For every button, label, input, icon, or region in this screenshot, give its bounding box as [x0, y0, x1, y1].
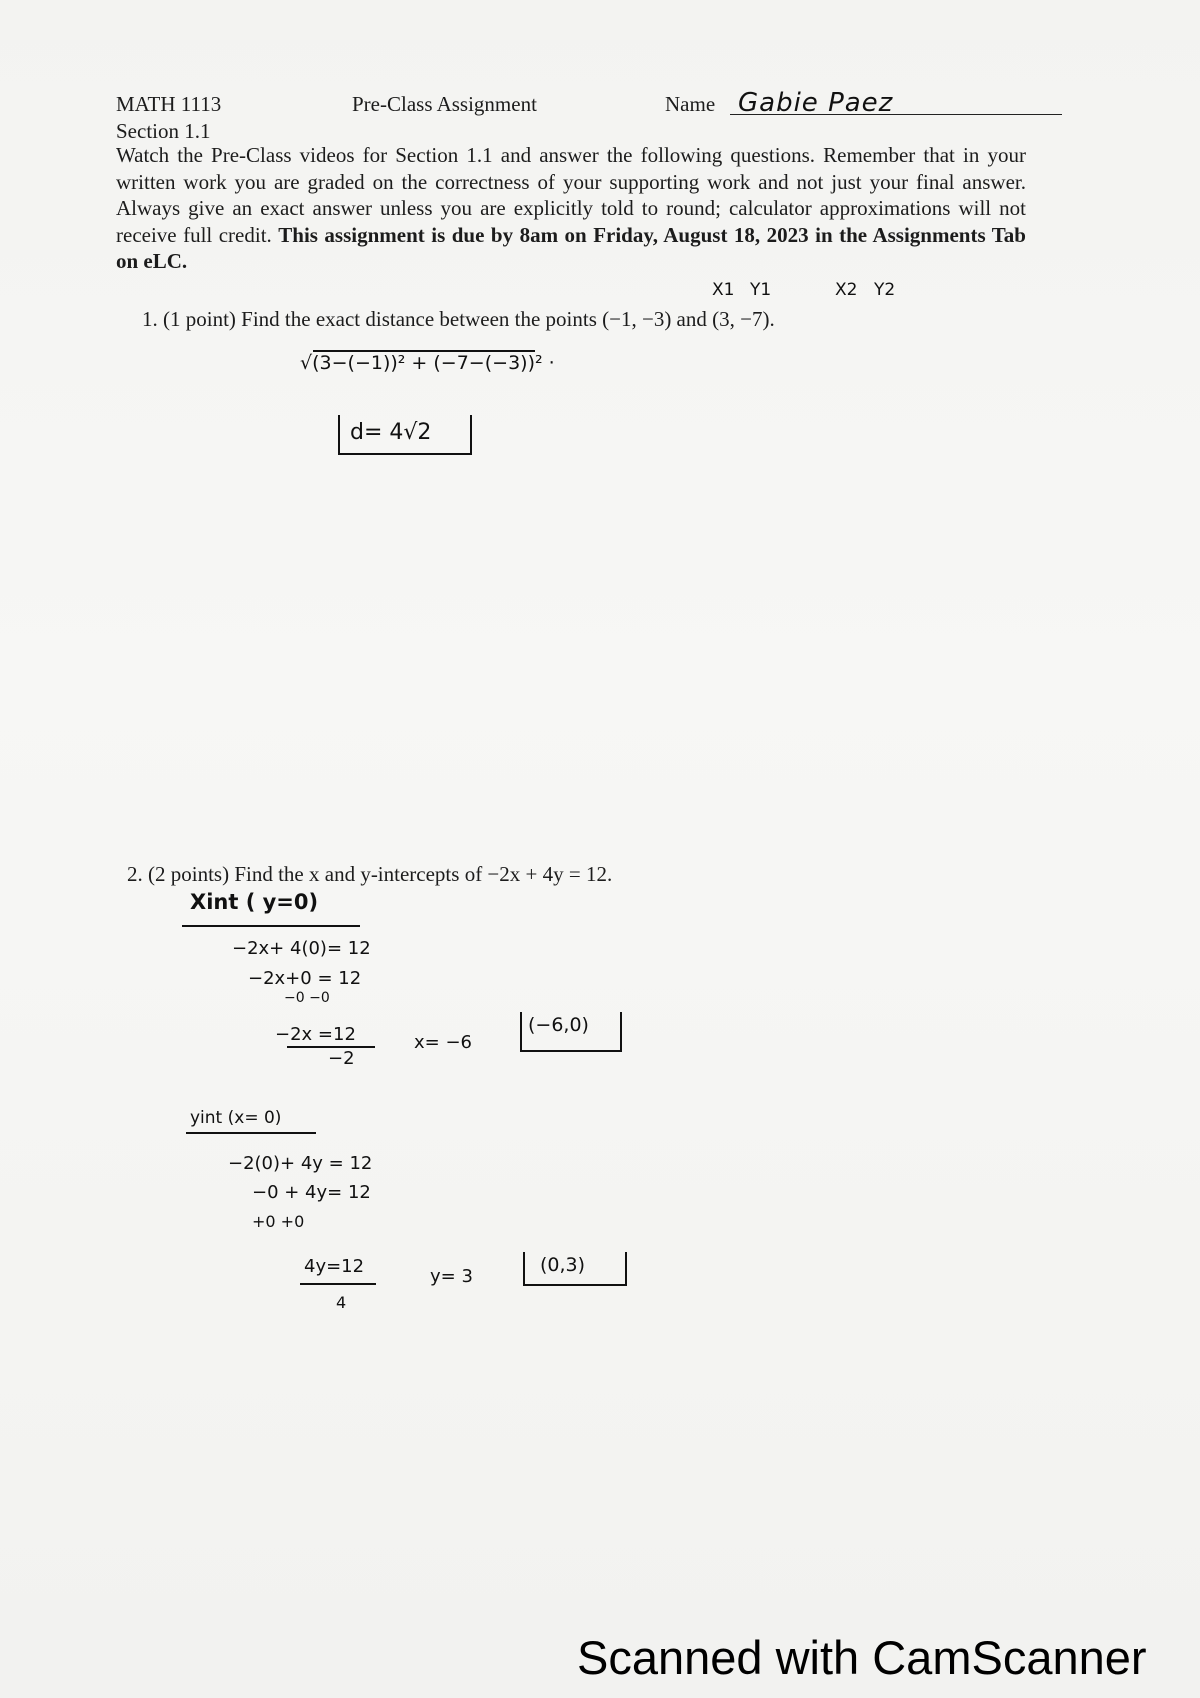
yint-step-3: +0 +0: [252, 1212, 305, 1231]
y1-annotation: Y1: [750, 280, 772, 300]
y2-annotation: Y2: [874, 280, 896, 300]
student-name: Gabie Paez: [738, 88, 894, 118]
due-date-text: This assignment is due by 8am on Friday, August 18, 2023 in the Assignments Tab on eLC.: [116, 222, 1026, 273]
xint-step-4-numerator: −2x =12: [275, 1024, 356, 1045]
instructions-paragraph: [116, 142, 1026, 275]
yint-step-4-denominator: 4: [336, 1293, 347, 1312]
x2-annotation: X2: [835, 280, 858, 300]
scanner-watermark: Scanned with CamScanner: [577, 1631, 1147, 1684]
assignment-title: Pre-Class Assignment: [352, 92, 537, 116]
xint-answer: (−6,0): [528, 1014, 589, 1036]
xint-step-2: −2x+0 = 12: [248, 968, 362, 989]
xint-step-1: −2x+ 4(0)= 12: [232, 938, 371, 959]
yint-result: y= 3: [430, 1266, 473, 1287]
xint-result: x= −6: [414, 1032, 472, 1053]
yint-heading-underline: [186, 1132, 316, 1134]
xint-heading-underline: [182, 925, 360, 927]
yint-fraction-bar: [300, 1283, 376, 1285]
course-code: MATH 1113: [116, 92, 222, 116]
yint-heading: yint (x= 0): [190, 1108, 282, 1128]
yint-step-1: −2(0)+ 4y = 12: [228, 1153, 373, 1174]
yint-answer: (0,3): [540, 1254, 586, 1276]
distance-work: √(3−(−1))² + (−7−(−3))² ·: [300, 352, 555, 374]
question-1-prompt: 1. (1 point) Find the exact distance between the points (−1, −3) and (3, −7).: [142, 307, 775, 331]
question-2-prompt: 2. (2 points) Find the x and y-intercepts of −2x + 4y = 12.: [127, 862, 613, 886]
yint-step-4-numerator: 4y=12: [304, 1256, 365, 1277]
section-label: Section 1.1: [116, 119, 211, 143]
name-label: Name: [665, 92, 716, 116]
x1-annotation: X1: [712, 280, 735, 300]
xint-step-4-denominator: −2: [328, 1048, 355, 1069]
xint-heading: Xint ( y=0): [190, 890, 319, 914]
xint-step-3: −0 −0: [284, 990, 330, 1006]
yint-step-2: −0 + 4y= 12: [252, 1182, 371, 1203]
distance-answer: d= 4√2: [350, 420, 432, 445]
instructions-text: Watch the Pre-Class videos for Section 1.1 and answer the following questions. Remember that in your written work you are graded on the correctness of your supporting work and not just your final answer. Always give an exact answer unless you are explicitly told to round; calculator approximations will not receive full credit.: [116, 143, 1026, 247]
name-underline: [730, 113, 1062, 115]
